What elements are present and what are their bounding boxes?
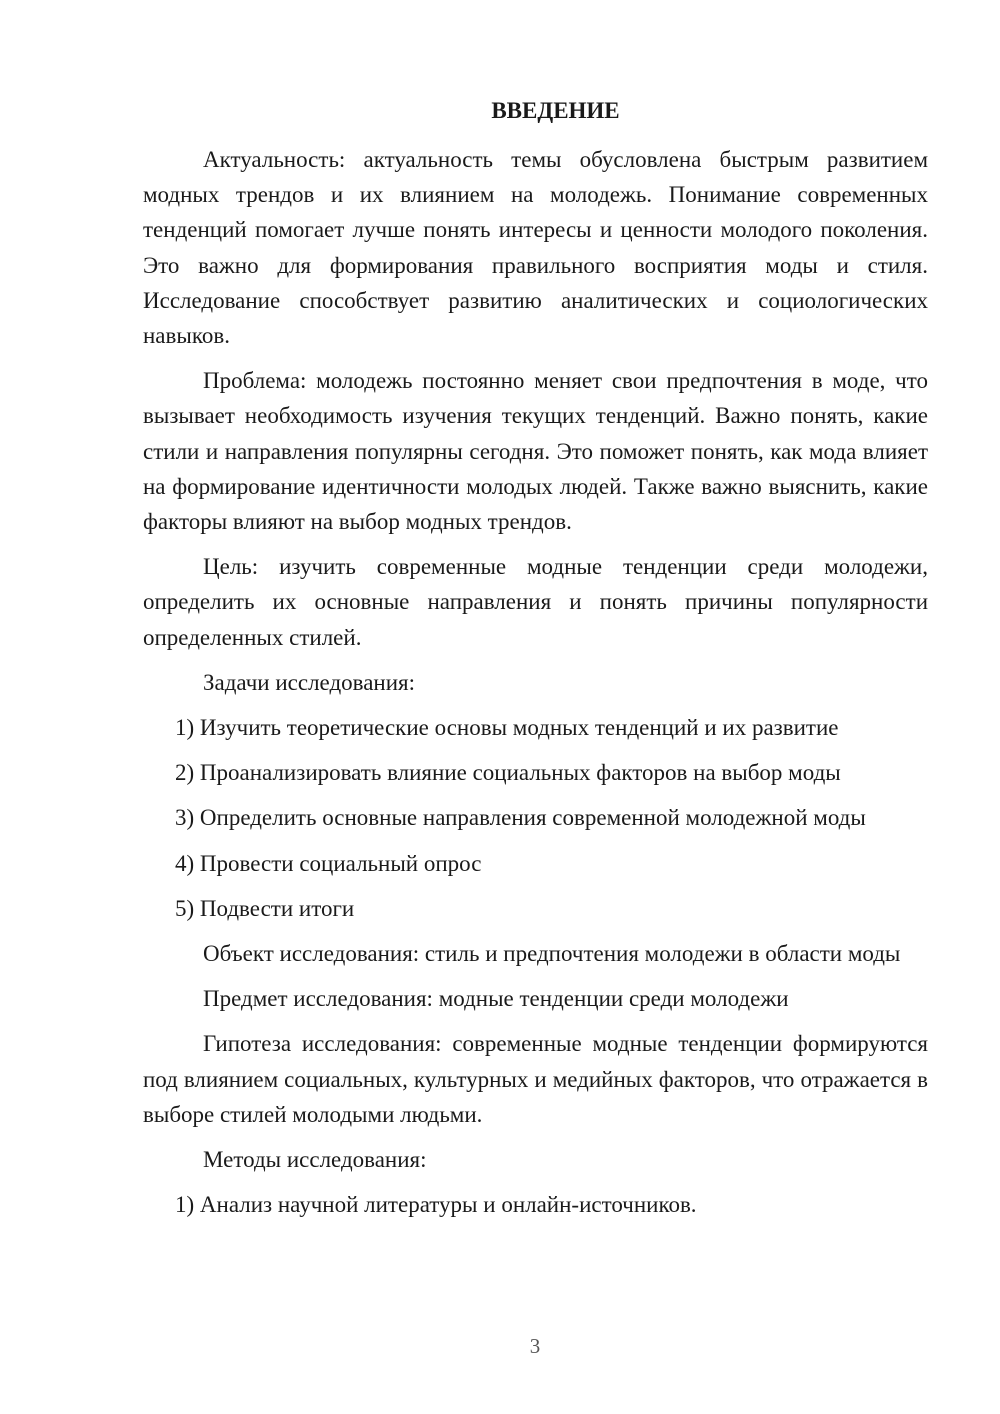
hypothesis-paragraph: Гипотеза исследования: современные модные тенденции формируются под влиянием социальных, культурных и медийных факторов, что отражается в выборе стилей молодыми людьми. (143, 1031, 928, 1127)
relevance-paragraph: Актуальность: актуальность темы обусловлена быстрым развитием модных трендов и их влиянием на молодежь. Понимание современных тенденций помогает лучше понять интересы и ценности молодого поколения. Это важно для формирования правильного восприятия моды и стиля. Исследование способствует развитию аналитических и социологических навыков. (143, 147, 928, 349)
page-number: 3 (529, 1334, 541, 1358)
task-item: 2) Проанализировать влияние социальных факторов на выбор моды (175, 760, 841, 786)
task-item: 5) Подвести итоги (175, 895, 355, 921)
page-title: ВВЕДЕНИЕ (491, 98, 620, 123)
problem-paragraph: Проблема: молодежь постоянно меняет свои предпочтения в моде, что вызывает необходимость изучения текущих тенденций. Важно понять, какие стили и направления популярны сегодня. Это поможет понять, как мода влияет на формирование идентичности молодых людей. Также важно выяснить, какие факторы влияют на выбор модных трендов. (143, 368, 928, 535)
task-item: 4) Провести социальный опрос (175, 850, 482, 876)
task-item: 3) Определить основные направления современной молодежной моды (175, 805, 866, 831)
tasks-heading: Задачи исследования: (203, 669, 416, 695)
object-paragraph: Объект исследования: стиль и предпочтения молодежи в области моды (203, 941, 901, 967)
subject-paragraph: Предмет исследования: модные тенденции среди молодежи (203, 986, 789, 1012)
task-item: 1) Изучить теоретические основы модных тенденций и их развитие (175, 715, 839, 741)
goal-paragraph: Цель: изучить современные модные тенденции среди молодежи, определить их основные направления и понять причины популярности определенных стилей. (143, 554, 928, 650)
method-item: 1) Анализ научной литературы и онлайн-источников. (175, 1192, 697, 1218)
methods-heading: Методы исследования: (203, 1147, 427, 1173)
